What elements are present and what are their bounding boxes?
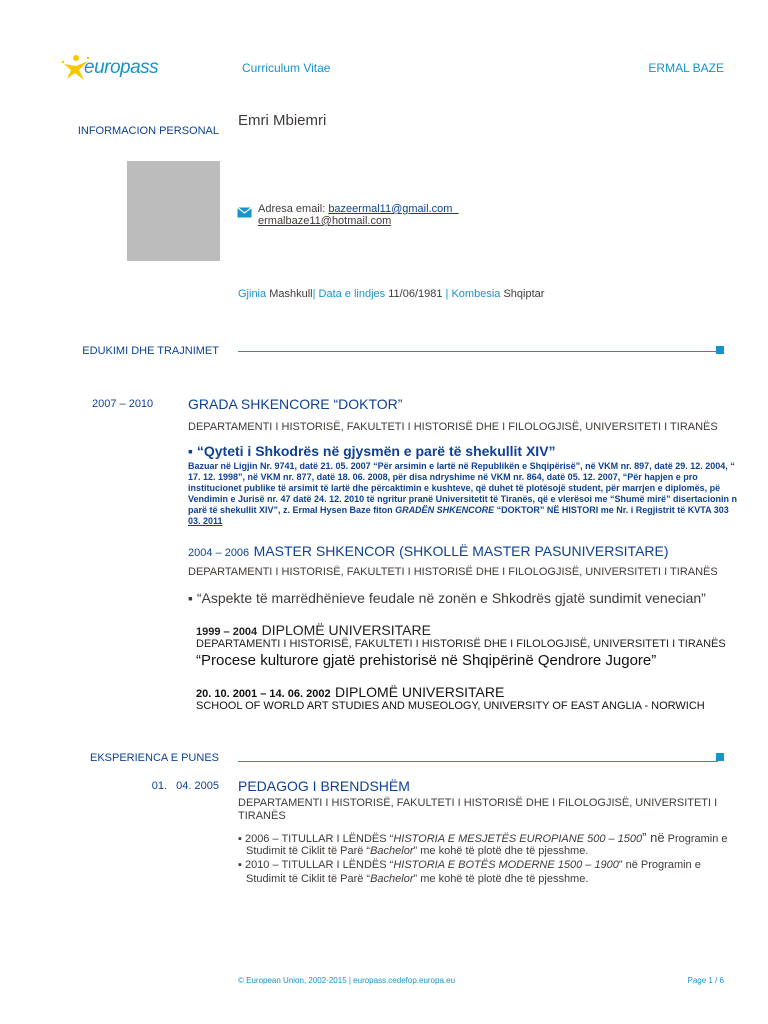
edu4-org: SCHOOL OF WORLD ART STUDIES AND MUSEOLOGY, UNIVERSITY OF EAST ANGLIA - NORWICH (196, 700, 705, 712)
nationality-label: Kombesia (451, 288, 501, 300)
edu3-thesis: “Procese kulturore gjatë prehistorisë në Shqipërinë Qendrore Jugore” (196, 652, 657, 669)
education-section-label: EDUKIMI DHE TRAJNIMET (82, 345, 219, 357)
europass-logo-text: europass (84, 57, 159, 78)
personal-details-line: Gjinia Mashkull| Data e lindjes 11/06/1981 | Kombesia Shqiptar (238, 288, 545, 300)
edu1-thesis: ▪ “Qyteti i Shkodrës në gjysmën e parë të shekullit XIV” (188, 443, 556, 459)
edu1-line3: institucionet publike të arsimit të lartë dhe përcaktimin e kushteve, që duhet të plotësojë student, për marrjen e diplomës, pë (188, 483, 721, 493)
edu1-line2: 17. 12. 1998”, në VKM nr. 877, datë 18. 06. 2008, për disa ndryshime në VKM nr. 864, datë 05. 12. 2007, “Për hapjen e pro (188, 472, 698, 482)
birth-label: Data e lindjes (318, 288, 386, 300)
exp-b2-c: ” në Programin e (618, 859, 701, 871)
exp-dates: 01. 04. 2005 (151, 780, 219, 792)
exp-bullet-1-line2 (246, 845, 588, 857)
edu2-thesis: ▪ “Aspekte të marrëdhënieve feudale në zonën e Shkodrës gjatë sundimit venecian” (188, 590, 706, 606)
nationality-value: Shqiptar (503, 288, 545, 300)
email-label: Adresa email: (258, 203, 329, 215)
gender-value: Mashkull (269, 288, 313, 300)
exp-b2-e: Studimit të Ciklit të Parë “ (246, 873, 371, 885)
exp-bullet-1-line1 (238, 830, 728, 845)
edu1-dates: 2007 – 2010 (92, 398, 154, 410)
edu3-title: DIPLOMË UNIVERSITARE (261, 622, 431, 638)
email-icon (237, 205, 252, 223)
birth-value: 11/06/1981 (388, 288, 443, 300)
education-divider (238, 351, 718, 352)
edu1-line6: 03. 2011 (188, 516, 223, 526)
email-link-2[interactable]: ermalbaze11@hotmail.com (258, 215, 392, 227)
exp-b1-g: ” me kohë të plotë dhe të pjesshme. (413, 845, 589, 857)
email-line (258, 203, 459, 215)
exp-org-line2: TIRANËS (238, 810, 286, 822)
header-person-name: ERMAL BAZE (648, 61, 724, 75)
exp-b1-a: ▪ 2006 – TITULLAR I LËNDËS “ (238, 833, 394, 845)
edu3-org: DEPARTAMENTI I HISTORISË, FAKULTETI I HISTORISË DHE I FILOLOGJISË, UNIVERSITETI I TIRANËS (196, 638, 726, 650)
edu1-line5 (188, 505, 729, 516)
edu4-dates: 20. 10. 2001 – 14. 06. 2002 (196, 688, 331, 700)
exp-b2-g: ” me kohë të plotë dhe të pjesshme. (413, 873, 589, 885)
experience-section-label: EKSPERIENCA E PUNES (90, 752, 219, 764)
edu1-line5-a: parë të shekullit XIV”, z. Ermal Hysen Baze fiton (188, 505, 396, 515)
exp-b2-b: HISTORIA E BOTËS MODERNE 1500 – 1900 (393, 859, 619, 871)
edu3-dates: 1999 – 2004 (196, 626, 258, 638)
email-link-1[interactable]: bazeermal11@gmail.com (328, 203, 453, 215)
personal-info-label: INFORMACION PERSONAL (77, 125, 219, 137)
exp-b1-f: Bachelor (370, 845, 414, 857)
edu2-org: DEPARTAMENTI I HISTORISË, FAKULTETI I HISTORISË DHE I FILOLOGJISË, UNIVERSITETI I TIRANËS (188, 566, 718, 578)
exp-b1-b: HISTORIA E MESJETËS EUROPIANE 500 – 1500 (393, 833, 643, 845)
edu1-line5-c: “DOKTOR” NË HISTORI me Nr. i Regjistrit të KVTA 303 (494, 505, 729, 515)
footer-copyright: © European Union, 2002-2015 | europass.cedefop.europa.eu (238, 976, 456, 985)
edu2-heading (188, 543, 669, 561)
exp-b1-d: Programin e (664, 833, 728, 845)
education-divider-square (716, 346, 724, 354)
exp-title: PEDAGOG I BRENDSHËM (238, 778, 410, 794)
exp-b1-e: Studimit të Ciklit të Parë “ (246, 845, 371, 857)
experience-divider (238, 761, 718, 762)
experience-divider-square (716, 753, 724, 761)
edu1-line4: Vendimin e Jurisë nr. 47 datë 24. 12. 2010 të ngritur pranë Universitetit të Tiranës, që e vlerësoi me “Shumë mirë” disertacionin n (188, 494, 738, 504)
footer-page-number: Page 1 / 6 (687, 976, 724, 985)
exp-bullet-2-line1 (238, 859, 701, 871)
exp-b2-a: ▪ 2010 – TITULLAR I LËNDËS “ (238, 859, 394, 871)
edu1-line1: Bazuar në Ligjin Nr. 9741, datë 21. 05. 2007 “Për arsimin e lartë në Republikën e Shqipërisë”, në VKM nr. 897, datë 29. 12. 2004, “ (188, 461, 735, 471)
exp-b1-c: ” në (642, 830, 665, 845)
exp-b2-f: Bachelor (370, 873, 414, 885)
cv-title: Curriculum Vitae (242, 61, 331, 75)
edu4-title: DIPLOMË UNIVERSITARE (335, 684, 505, 700)
edu1-title: GRADA SHKENCORE “DOKTOR” (188, 396, 403, 412)
gender-label: Gjinia (238, 288, 267, 300)
edu2-dates: 2004 – 2006 (188, 547, 250, 559)
exp-org-line1: DEPARTAMENTI I HISTORISË, FAKULTETI I HISTORISË DHE I FILOLOGJISË, UNIVERSITETI I (238, 797, 718, 809)
edu1-org: DEPARTAMENTI I HISTORISË, FAKULTETI I HISTORISË DHE I FILOLOGJISË, UNIVERSITETI I TIRANËS (188, 421, 718, 433)
europass-logo (58, 54, 158, 82)
edu1-line5-b: GRADËN SHKENCORE (395, 505, 495, 515)
edu2-title: MASTER SHKENCOR (SHKOLLË MASTER PASUNIVERSITARE) (253, 543, 669, 559)
name-field: Emri Mbiemri (238, 112, 327, 129)
photo-placeholder (127, 161, 220, 261)
exp-bullet-2-line2 (246, 873, 588, 885)
